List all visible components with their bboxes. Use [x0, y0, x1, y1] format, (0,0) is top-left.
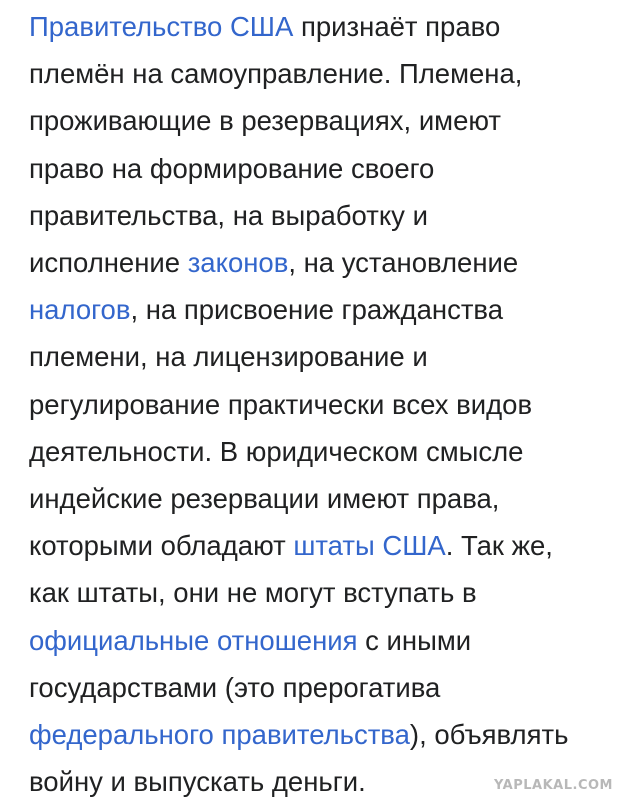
text-segment: государствами (это прерогатива — [29, 671, 441, 703]
text-segment: ), объявлять — [409, 719, 569, 751]
text-line — [29, 3, 634, 50]
text-segment: , на присвоение гражданства — [130, 294, 504, 326]
text-line — [29, 711, 634, 758]
text-line — [29, 145, 634, 192]
text-line — [29, 569, 634, 616]
text-segment: племён на самоуправление. Племена, — [29, 58, 523, 90]
article-link[interactable]: официальные отношения — [29, 624, 358, 656]
article-link[interactable]: налогов — [29, 294, 131, 326]
text-line — [29, 50, 634, 97]
article-link[interactable]: федерального правительства — [29, 719, 410, 751]
text-segment: признаёт право — [293, 11, 501, 42]
text-segment: как штаты, они не могут вступать в — [29, 577, 477, 609]
text-line — [29, 286, 634, 333]
text-line — [29, 475, 634, 522]
text-segment: право на формирование своего — [29, 152, 435, 184]
text-line — [29, 664, 634, 711]
text-line — [29, 97, 634, 144]
text-line — [29, 333, 634, 380]
article-link[interactable]: Правительство США — [29, 11, 294, 42]
text-line — [29, 239, 634, 286]
article-paragraph — [29, 3, 634, 805]
text-segment: деятельности. В юридическом смысле — [29, 435, 524, 467]
site-watermark: YAPLAKAL.COM — [494, 778, 613, 793]
text-segment: проживающие в резервациях, имеют — [29, 105, 501, 137]
text-segment: правительства, на выработку и — [29, 199, 428, 231]
text-line — [29, 192, 634, 239]
article-link[interactable]: законов — [187, 247, 289, 279]
text-segment: регулирование практически всех видов — [29, 388, 533, 420]
text-segment: которыми обладают — [29, 530, 294, 562]
text-segment: войну и выпускать деньги. — [29, 766, 366, 798]
article-link[interactable]: штаты США — [293, 530, 446, 562]
text-line — [29, 428, 634, 475]
text-segment: . Так же, — [445, 530, 553, 562]
text-line — [29, 617, 634, 664]
text-segment: с иными — [357, 624, 472, 656]
text-segment: исполнение — [29, 247, 188, 279]
text-segment: индейские резервации имеют права, — [29, 483, 500, 515]
text-line — [29, 522, 634, 569]
text-segment: племени, на лицензирование и — [29, 341, 428, 373]
text-segment: , на установление — [288, 247, 519, 279]
text-line — [29, 381, 634, 428]
